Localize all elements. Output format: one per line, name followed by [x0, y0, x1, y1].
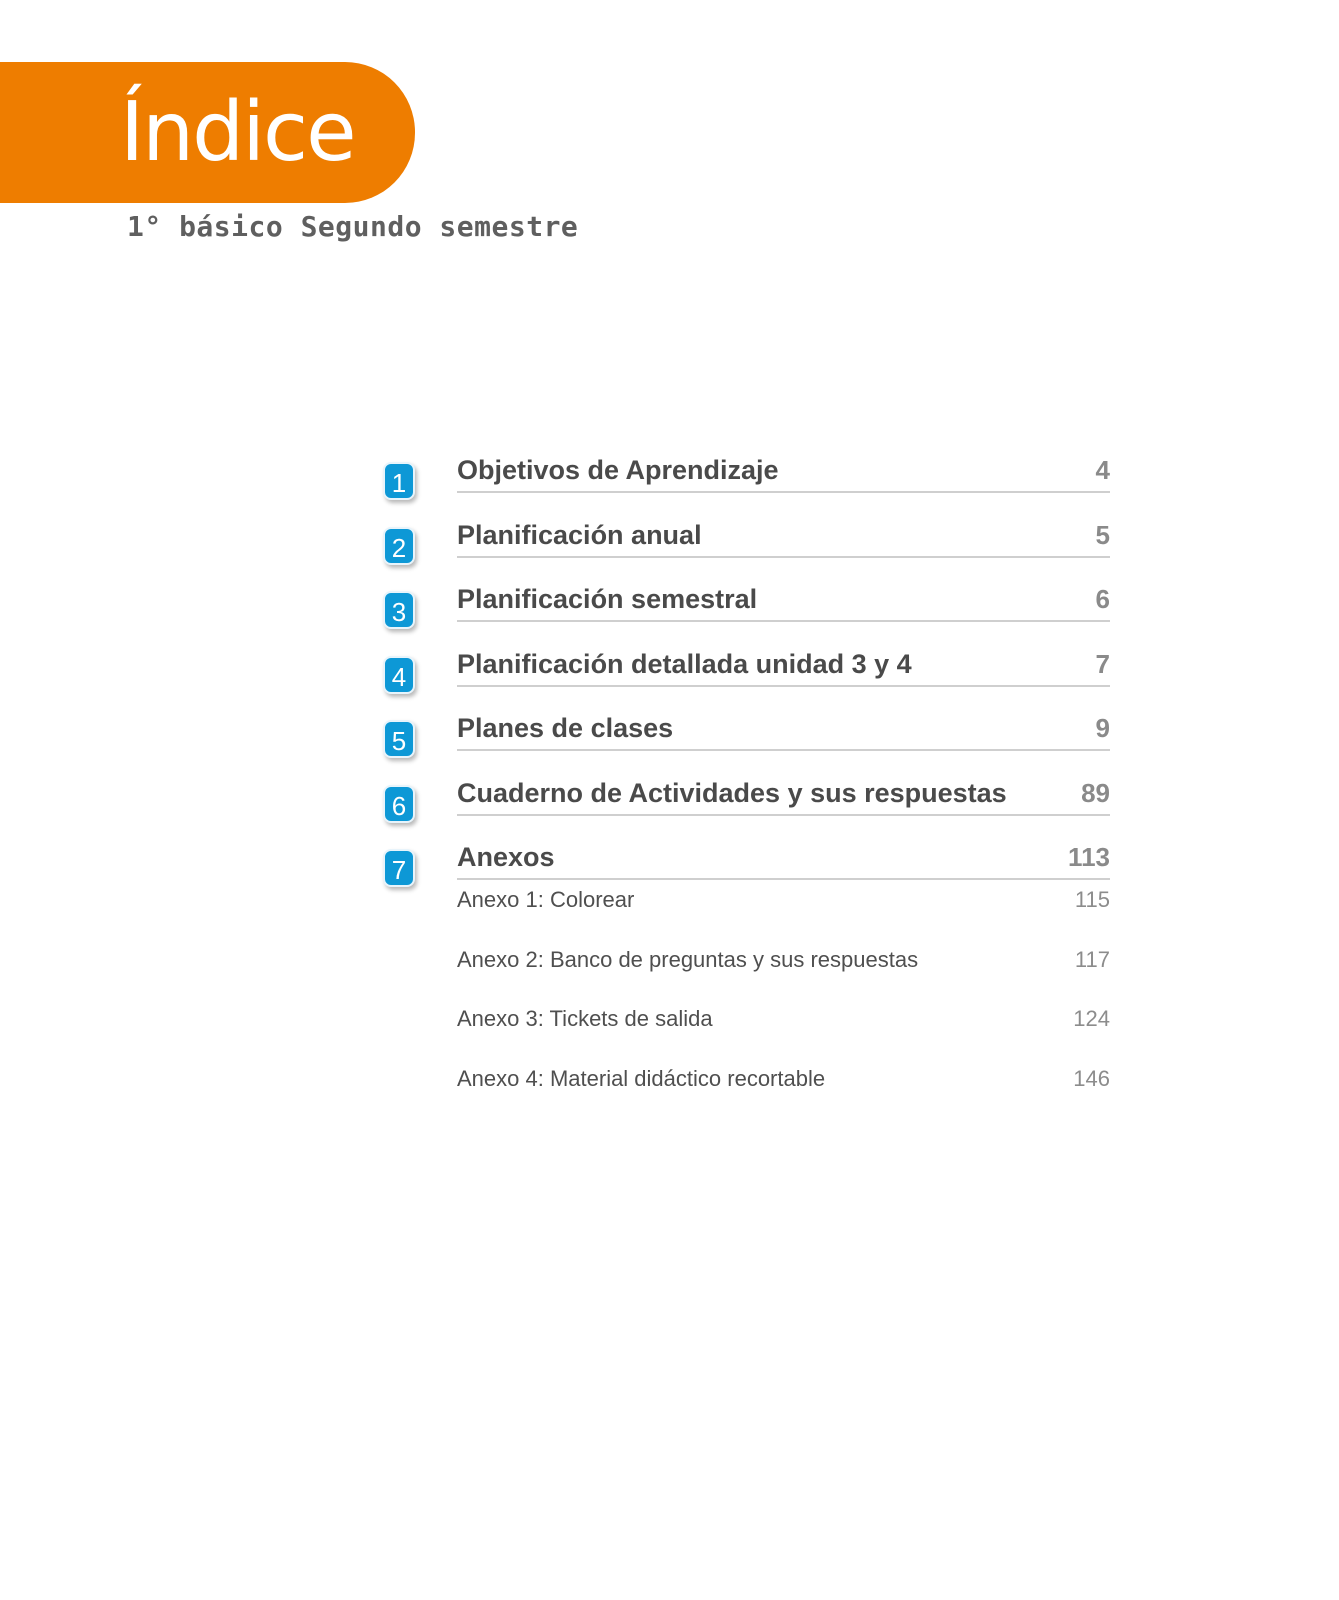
toc-item-label: Anexos — [457, 842, 555, 872]
annex-item-page: 117 — [1074, 946, 1110, 972]
toc-item-label: Cuaderno de Actividades y sus respuestas — [457, 777, 1007, 808]
annex-item-label: Anexo 3: Tickets de salida — [457, 1006, 713, 1031]
toc-item-4[interactable] — [380, 642, 1110, 707]
section-number-badge: 6 — [383, 785, 415, 823]
annex-item-1[interactable] — [457, 880, 1110, 940]
toc-item-label: Planes de clases — [457, 713, 674, 743]
annex-item-3[interactable] — [457, 999, 1110, 1059]
section-number-badge: 7 — [383, 849, 415, 887]
toc-item-page: 113 — [1068, 842, 1110, 872]
toc-item-page: 89 — [1081, 777, 1110, 808]
page-title: Índice — [120, 85, 355, 180]
toc-item-3[interactable] — [380, 577, 1110, 642]
toc-item-6[interactable] — [380, 771, 1110, 836]
section-number-badge: 1 — [383, 462, 415, 500]
section-number-badge: 2 — [383, 527, 415, 565]
annex-item-label: Anexo 1: Colorear — [457, 887, 635, 912]
toc-item-label: Objetivos de Aprendizaje — [457, 455, 779, 485]
annex-item-4[interactable] — [457, 1059, 1110, 1119]
toc-divider — [457, 491, 1110, 493]
toc-divider — [457, 556, 1110, 558]
annex-item-label: Anexo 4: Material didáctico recortable — [457, 1065, 826, 1091]
toc-item-label: Planificación detallada unidad 3 y 4 — [457, 648, 912, 679]
annex-item-label: Anexo 2: Banco de preguntas y sus respuestas — [457, 946, 919, 972]
toc-item-page: 7 — [1095, 648, 1110, 679]
toc-item-page: 6 — [1095, 584, 1110, 614]
section-number-badge: 3 — [383, 591, 415, 629]
toc-item-page: 4 — [1095, 455, 1110, 485]
toc-divider — [457, 814, 1110, 816]
table-of-contents — [380, 448, 1110, 900]
annex-item-page: 115 — [1074, 887, 1110, 912]
annex-item-page: 124 — [1073, 1006, 1110, 1031]
annex-item-2[interactable] — [457, 940, 1110, 1000]
section-number-badge: 4 — [383, 656, 415, 694]
toc-divider — [457, 620, 1110, 622]
annex-item-page: 146 — [1073, 1065, 1110, 1091]
annex-list — [457, 880, 1110, 1118]
section-number-badge: 5 — [383, 720, 415, 758]
toc-divider — [457, 749, 1110, 751]
toc-item-5[interactable] — [380, 706, 1110, 771]
toc-item-2[interactable] — [380, 513, 1110, 578]
toc-item-page: 9 — [1095, 713, 1110, 743]
toc-divider — [457, 685, 1110, 687]
page-subtitle: 1° básico Segundo semestre — [127, 210, 579, 243]
toc-item-page: 5 — [1095, 519, 1110, 550]
toc-item-1[interactable] — [380, 448, 1110, 513]
toc-item-label: Planificación semestral — [457, 584, 758, 614]
toc-item-label: Planificación anual — [457, 519, 702, 550]
